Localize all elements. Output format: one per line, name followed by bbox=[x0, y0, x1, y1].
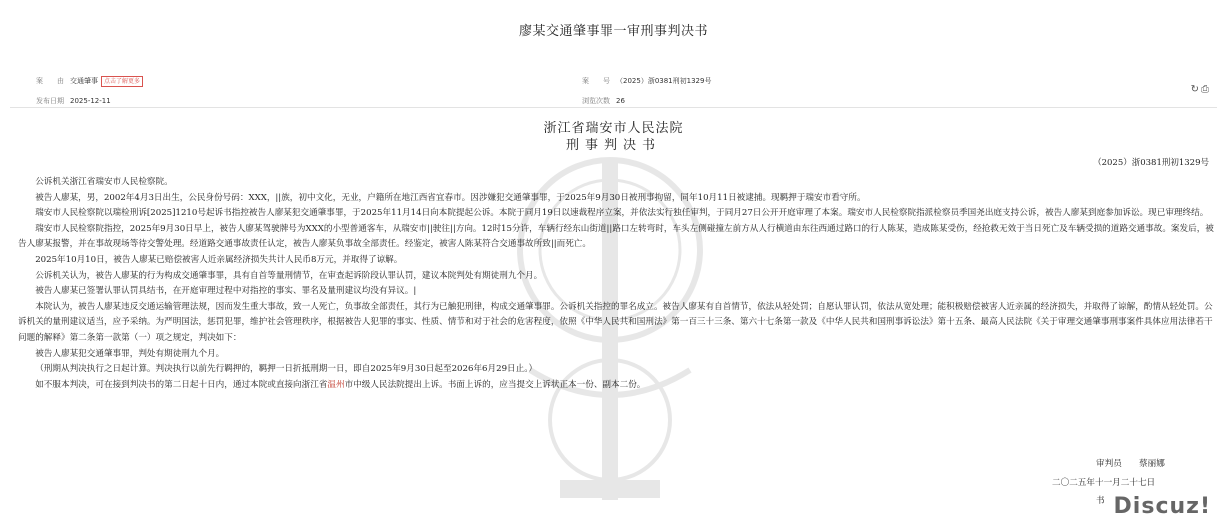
refresh-icon[interactable]: ↻ bbox=[1190, 84, 1199, 95]
paragraph: 被告人廖某已签署认罪认罚具结书，在开庭审理过程中对指控的事实、罪名及量刑建议均没有异议。| bbox=[35, 286, 417, 297]
toolbar bbox=[1189, 84, 1209, 95]
judge-label: 审判员 bbox=[1096, 459, 1122, 469]
case-number-row bbox=[582, 76, 711, 86]
judge-signature bbox=[1096, 457, 1165, 469]
publish-date-label: 发布日期 bbox=[36, 97, 64, 105]
view-count-row bbox=[582, 96, 625, 106]
case-cause-row bbox=[36, 76, 143, 87]
appeal-paragraph bbox=[18, 378, 1214, 394]
header-divider bbox=[10, 107, 1217, 108]
case-number-value: （2025）浙0381刑初1329号 bbox=[616, 77, 712, 85]
document-title: 廖某交通肇事罪一审刑事判决书 bbox=[518, 24, 708, 39]
paragraph: 瑞安市人民检察院指控，2025年9月30日早上，被告人廖某驾驶牌号为XXX的小型普通客车，从瑞安市||驶往||方向。12时15分许，车辆行经东山街道||路口左转弯时，车头左侧碰撞左前方从人行横道由东往西通过路口的行人陈某，造成陈某受伤，经抢救无效于当日死亡及车辆受损的道路交通事故。案发后，被告人廖某报警，并在事故现场等待交警处理。经道路交通事故责任认定，被告人廖某负事故全部责任。经鉴定，被害人陈某符合交通事故所致||而死亡。 bbox=[18, 223, 1214, 250]
paragraph: （刑期从判决执行之日起计算。判决执行以前先行羁押的，羁押一日折抵刑期一日，即自2025年9月30日起至2026年6月29日止。） bbox=[35, 364, 538, 375]
learn-more-tag[interactable]: 点击了解更多 bbox=[101, 76, 143, 87]
paragraph: 被告人廖某，男，2002年4月3日出生，公民身份号码：XXX，||族，初中文化，无业，户籍所在地江西省宜春市。因涉嫌犯交通肇事罪，于2025年9月30日被刑事拘留，同年10月11日被逮捕。现羁押于瑞安市看守所。 bbox=[35, 192, 866, 203]
paragraph: 瑞安市人民检察院以瑞检刑诉[2025]1210号起诉书指控被告人廖某犯交通肇事罪，于2025年11月14日向本院提起公诉。本院于同月19日以速裁程序立案，并依法实行独任审判，于同月27日公开开庭审理了本案。瑞安市人民检察院指派检察员季国尧出庭支持公诉，被告人廖某到庭参加诉讼。现已审理终结。 bbox=[35, 208, 1209, 219]
court-name: 浙江省瑞安市人民法院 bbox=[543, 121, 684, 136]
paragraph: 被告人廖某犯交通肇事罪，判处有期徒刑九个月。 bbox=[35, 348, 225, 359]
judgment-type: 刑事判决书 bbox=[565, 138, 661, 153]
judge-name: 蔡丽娜 bbox=[1139, 459, 1165, 469]
paragraph: 公诉机关认为，被告人廖某的行为构成交通肇事罪，具有自首等量刑情节，在审查起诉阶段认罪认罚，建议本院判处有期徒刑九个月。 bbox=[35, 270, 543, 281]
case-cause-value: 交通肇事 bbox=[70, 77, 98, 85]
publish-date-row bbox=[36, 96, 111, 106]
paragraph: 公诉机关浙江省瑞安市人民检察院。 bbox=[35, 177, 173, 187]
appeal-text-start: 如不服本判决，可在接到判决书的第二日起十日内，通过本院或直接向浙江省 bbox=[35, 379, 328, 390]
clerk-label: 书 bbox=[1096, 496, 1105, 506]
judgment-body bbox=[18, 175, 1214, 393]
paragraph: 2025年10月10日，被告人廖某已赔偿被害人近亲属经济损失共计人民币8万元，并取得了谅解。 bbox=[35, 254, 403, 265]
paragraph: 本院认为，被告人廖某违反交通运输管理法规，因而发生重大事故，致一人死亡，负事故全部责任，其行为已触犯刑律，构成交通肇事罪。公诉机关指控的罪名成立。被告人廖某有自首情节，依法从轻处罚；自愿认罪认罚，依法从宽处理；能积极赔偿被害人近亲属的经济损失，并取得了谅解，酌情从轻处罚。公诉机关的量刑建议适当，应予采纳。为严明国法，惩罚犯罪，维护社会管理秩序，根据被告人犯罪的事实、性质、情节和对于社会的危害程度，依照《中华人民共和国刑法》第一百三十三条、第六十七条第一款及《中华人民共和国刑事诉讼法》第十五条、最高人民法院《关于审理交通肇事刑事案件具体应用法律若干问题的解释》第二条第一款第（一）项之规定，判决如下： bbox=[18, 301, 1213, 343]
case-cause-label: 案 由 bbox=[36, 77, 64, 85]
appeal-text-end: 市中级人民法院提出上诉。书面上诉的，应当提交上诉状正本一份、副本二份。 bbox=[344, 379, 646, 390]
print-icon[interactable]: ⎙ bbox=[1201, 84, 1209, 95]
judgment-case-number: （2025）浙0381刑初1329号 bbox=[1093, 158, 1209, 168]
view-count-value: 26 bbox=[616, 97, 625, 105]
sign-date: 二〇二五年十一月二十七日 bbox=[1052, 478, 1156, 488]
discuz-watermark: Discuz! bbox=[1110, 494, 1215, 519]
publish-date-value: 2025-12-11 bbox=[70, 97, 111, 105]
case-number-label: 案 号 bbox=[582, 77, 610, 85]
view-count-label: 浏览次数 bbox=[582, 97, 610, 105]
appeal-city-link[interactable]: 温州 bbox=[327, 379, 345, 390]
